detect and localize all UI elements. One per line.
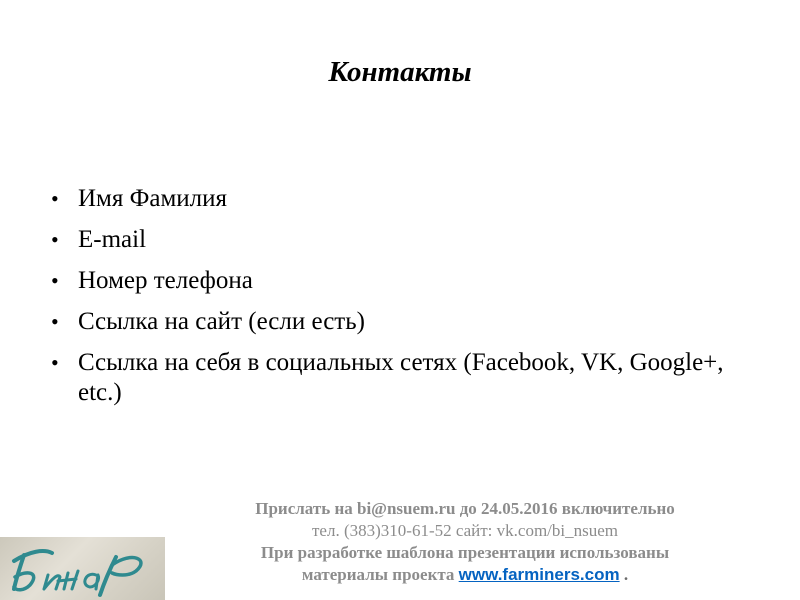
list-item [50,307,730,337]
bullet-icon: • [51,268,59,293]
slide-title: Контакты [328,56,472,88]
list-item-text: Ссылка на себя в социальных сетях (Facebook, VK, Google+, etc.) [78,349,724,406]
footer-credits-source [165,564,765,586]
footer-credits-line: При разработке шаблона презентации использованы [260,543,670,562]
footer-note [165,498,765,586]
list-item [50,184,730,214]
list-item-text: Номер телефона [78,267,253,294]
footer-submit-line: Прислать на bi@nsuem.ru до 24.05.2016 включительно [255,499,675,518]
bullet-icon: • [51,186,59,211]
list-item [50,266,730,296]
footer-contacts-line: тел. (383)310-61-52 сайт: vk.com/bi_nsuem [312,521,618,540]
bullet-list [50,184,730,419]
bullet-icon: • [51,227,59,252]
list-item-text: E-mail [78,226,147,253]
list-item-text: Ссылка на сайт (если есть) [78,308,365,335]
farminers-link[interactable]: www.farminers.com [458,565,620,584]
bullet-icon: • [51,350,59,375]
list-item [50,225,730,255]
list-item [50,348,730,408]
footer-credits-suffix: . [623,565,629,584]
footer-credits-prefix: материалы проекта [301,565,455,584]
list-item-text: Имя Фамилия [78,185,228,212]
binar-logo-icon [0,537,165,600]
logo-text: Бинар [0,537,3,538]
binar-logo [0,537,165,600]
bullet-icon: • [51,309,59,334]
